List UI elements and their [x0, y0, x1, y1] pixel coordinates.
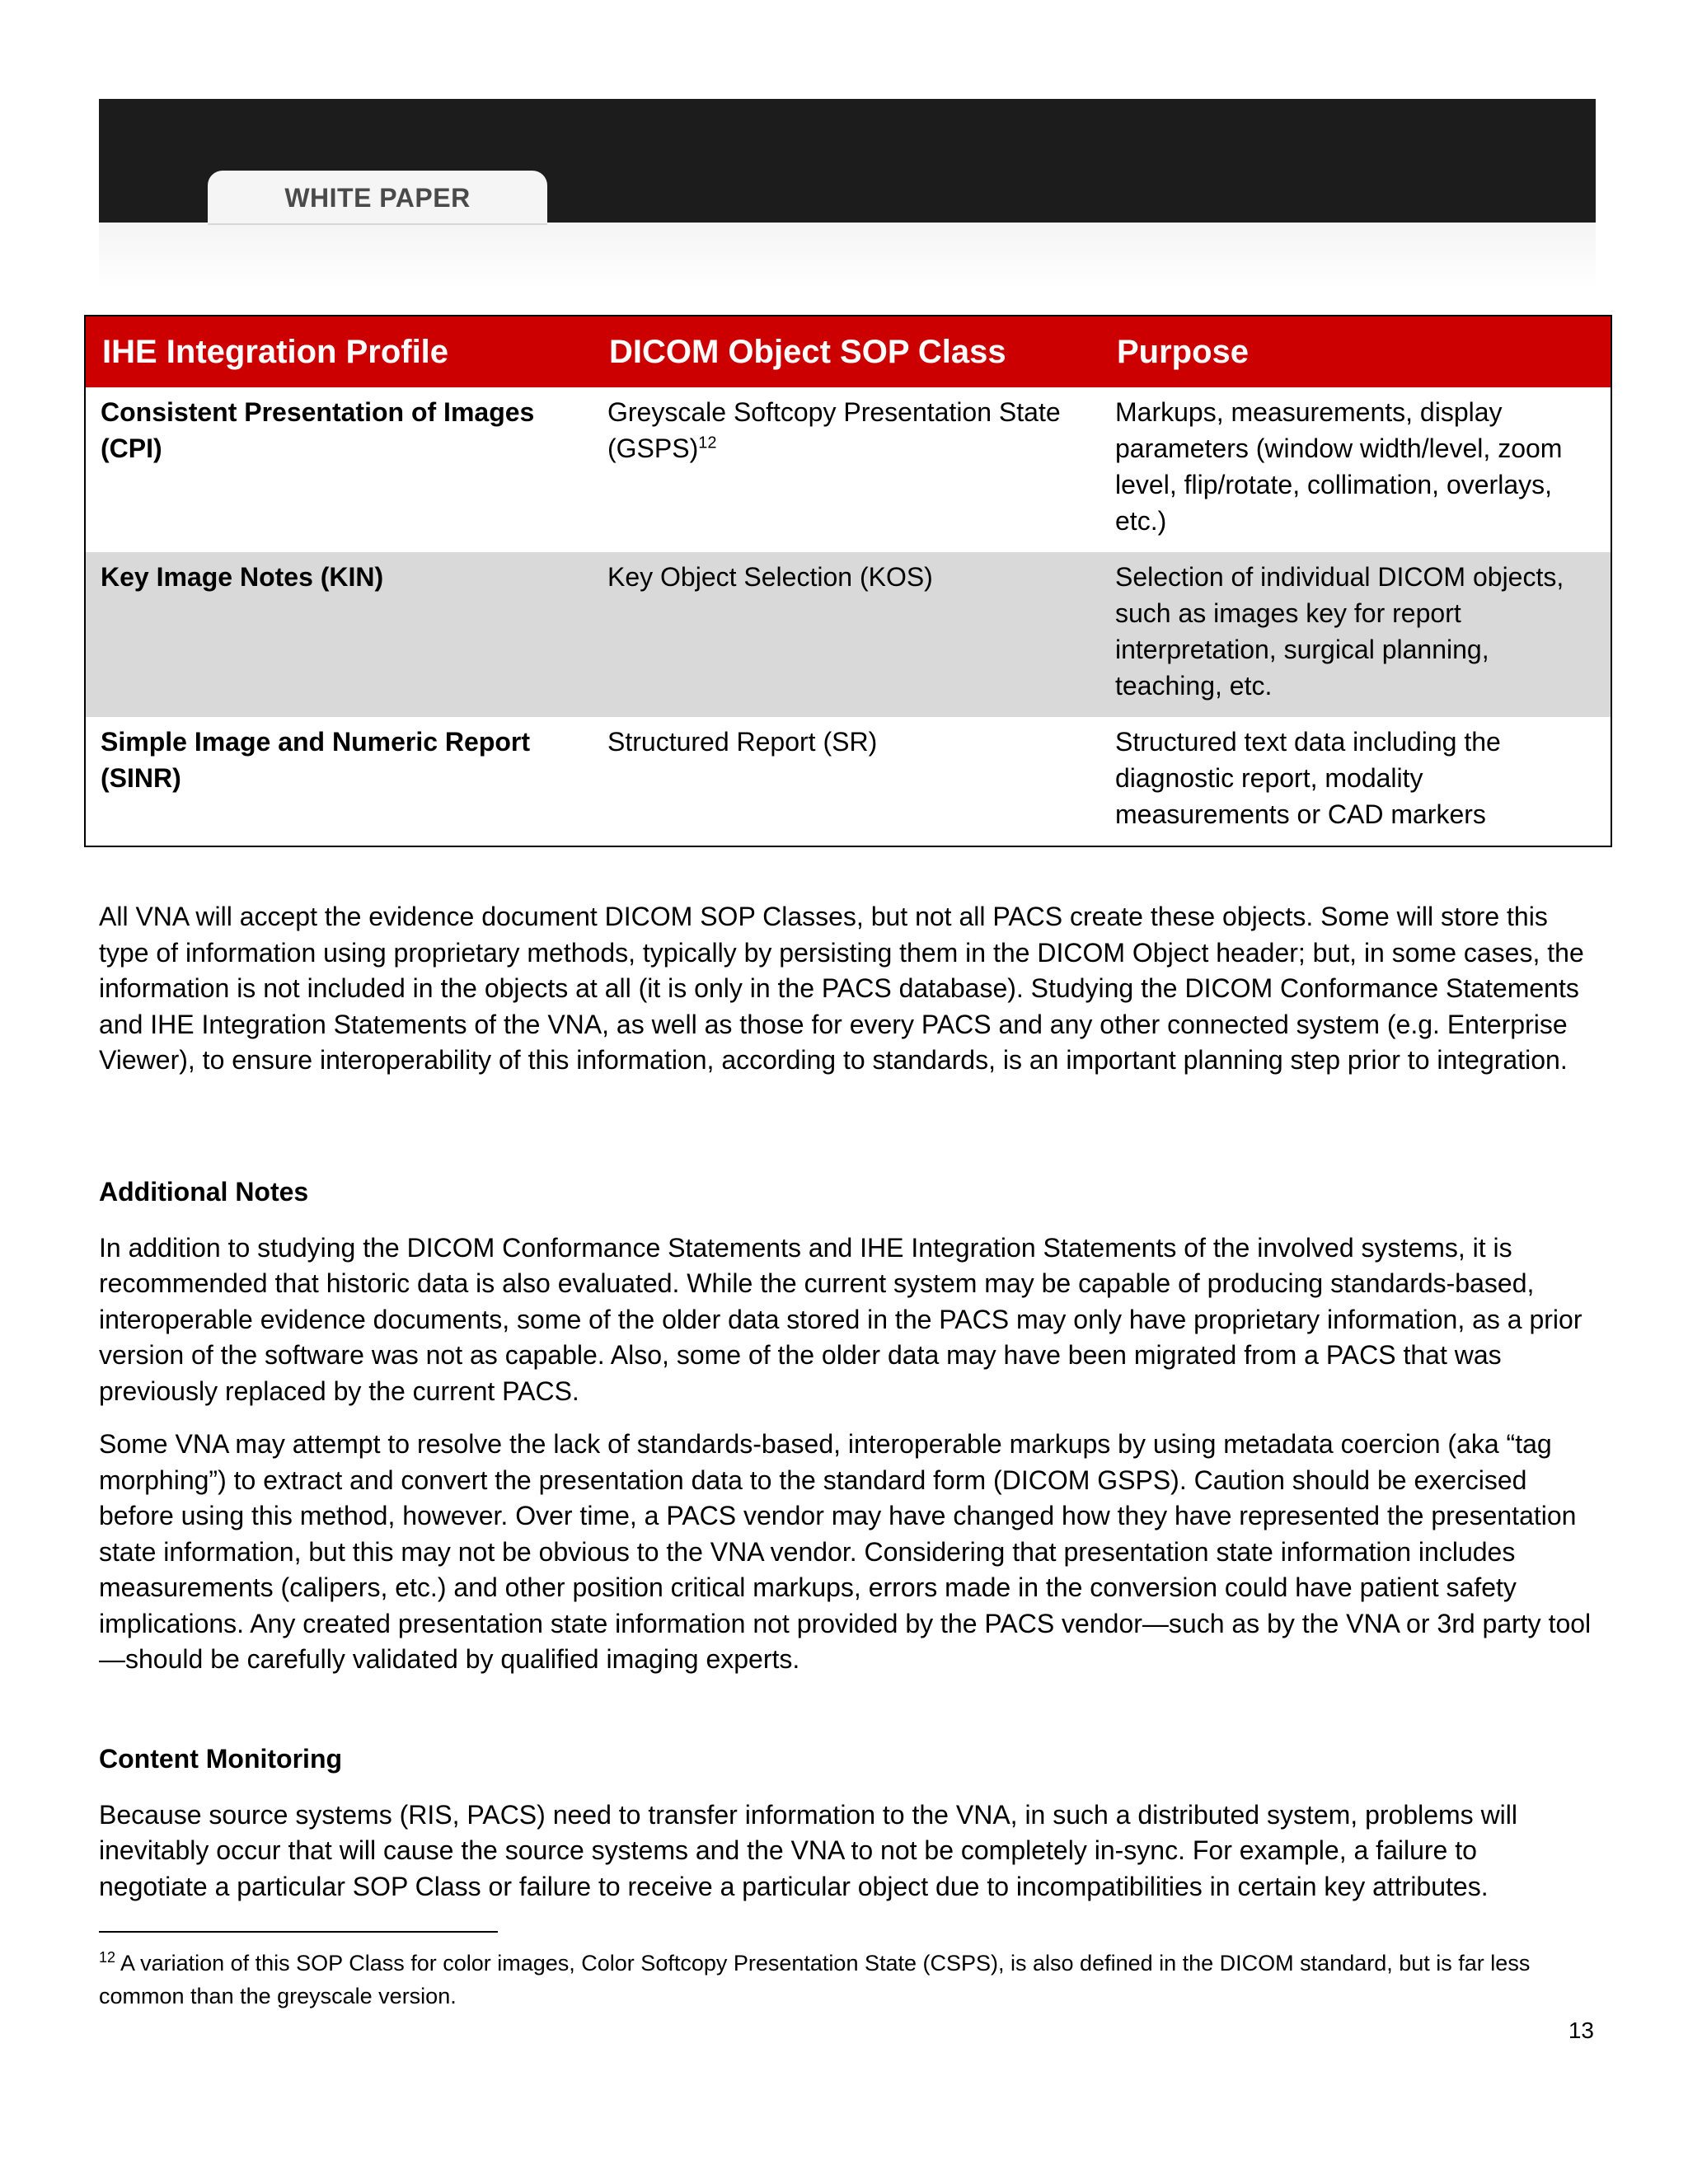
white-paper-tab — [208, 171, 547, 225]
purpose-cell: Selection of individual DICOM objects, such as images key for report interpretation, surgical planning, teaching, etc. — [1100, 552, 1611, 717]
content-monitoring-heading: Content Monitoring — [99, 1744, 343, 1774]
table-row — [85, 552, 1611, 717]
footnote-number: 12 — [99, 1949, 116, 1966]
profile-cell: Key Image Notes (KIN) — [85, 552, 593, 717]
sop-class-cell: Key Object Selection (KOS) — [593, 552, 1100, 717]
footnote-text: A variation of this SOP Class for color images, Color Softcopy Presentation State (CSPS), is also defined in the DICOM standard, but is far less common than the greyscale version. — [99, 1951, 1531, 2008]
additional-notes-paragraph: In addition to studying the DICOM Conformance Statements and IHE Integration Statements of the involved systems, it is recommended that historic data is also evaluated. While the current system may be capable of producing standards-based, interoperable evidence documents, some of the older data stored in the PACS may only have proprietary information, as a prior version of the software was not as capable. Also, some of the older data may have been migrated from a PACS that was previously replaced by the current PACS. — [99, 1232, 1582, 1406]
column-header-sop-class: DICOM Object SOP Class — [593, 316, 1100, 387]
sop-class-text: Greyscale Softcopy Presentation State (GSPS) — [607, 397, 1061, 463]
content-monitoring-section — [99, 1741, 1592, 1905]
purpose-cell: Structured text data including the diagnostic report, modality measurements or CAD markers — [1115, 727, 1501, 829]
additional-notes-section — [99, 1174, 1592, 1678]
column-header-purpose: Purpose — [1100, 316, 1611, 387]
table-row — [85, 387, 1611, 552]
profile-cell: Consistent Presentation of Images (CPI) — [101, 397, 535, 463]
intro-paragraph: All VNA will accept the evidence document DICOM SOP Classes, but not all PACS create these objects. Some will store this type of information using proprietary methods, typically by persisting them in the DICOM Object header; but, in some cases, the information is not included in the objects at all (it is only in the PACS database). Studying the DICOM Conformance Statements and IHE Integration Statements of the VNA, as well as those for every PACS and any other connected system (e.g. Enterprise Viewer), to ensure interoperability of this information, according to standards, is an important planning step prior to integration. — [99, 902, 1584, 1075]
page-number: 13 — [1568, 2018, 1594, 2043]
purpose-cell: Markups, measurements, display parameters (window width/level, zoom level, flip/rotate, collimation, overlays, etc.) — [1115, 397, 1563, 536]
header-banner-fade — [99, 223, 1596, 288]
table-header-row — [85, 316, 1611, 387]
sop-class-cell: Structured Report (SR) — [607, 727, 878, 757]
footnote-divider — [99, 1931, 498, 1933]
profile-cell: Simple Image and Numeric Report (SINR) — [101, 727, 531, 793]
ihe-profiles-table — [84, 315, 1612, 847]
footnote-reference[interactable]: 12 — [698, 434, 717, 452]
white-paper-label: WHITE PAPER — [284, 182, 471, 213]
column-header-profile: IHE Integration Profile — [85, 316, 593, 387]
intro-section — [99, 899, 1592, 1079]
content-monitoring-paragraph: Because source systems (RIS, PACS) need to transfer information to the VNA, in such a distributed system, problems will inevitably occur that will cause the source systems and the VNA to not be completely in-sync. For example, a failure to negotiate a particular SOP Class or failure to receive a particular object due to incompatibilities in certain key attributes. — [99, 1799, 1517, 1901]
sop-class-cell — [593, 387, 1100, 552]
table-row — [85, 717, 1611, 846]
additional-notes-heading: Additional Notes — [99, 1177, 309, 1207]
footnote — [99, 1947, 1592, 2013]
additional-notes-paragraph: Some VNA may attempt to resolve the lack of standards-based, interoperable markups by using metadata coercion (aka “tag morphing”) to extract and convert the presentation data to the standard form (DICOM GSPS). Caution should be exercised before using this method, however. Over time, a PACS vendor may have changed how they have represented the presentation state information, but this may not be obvious to the VNA vendor. Considering that presentation state information includes measurements (calipers, etc.) and other position critical markups, errors made in the conversion could have patient safety implications. Any created presentation state information not provided by the PACS vendor—such as by the VNA or 3rd party tool—should be carefully validated by qualified imaging experts. — [99, 1429, 1592, 1674]
